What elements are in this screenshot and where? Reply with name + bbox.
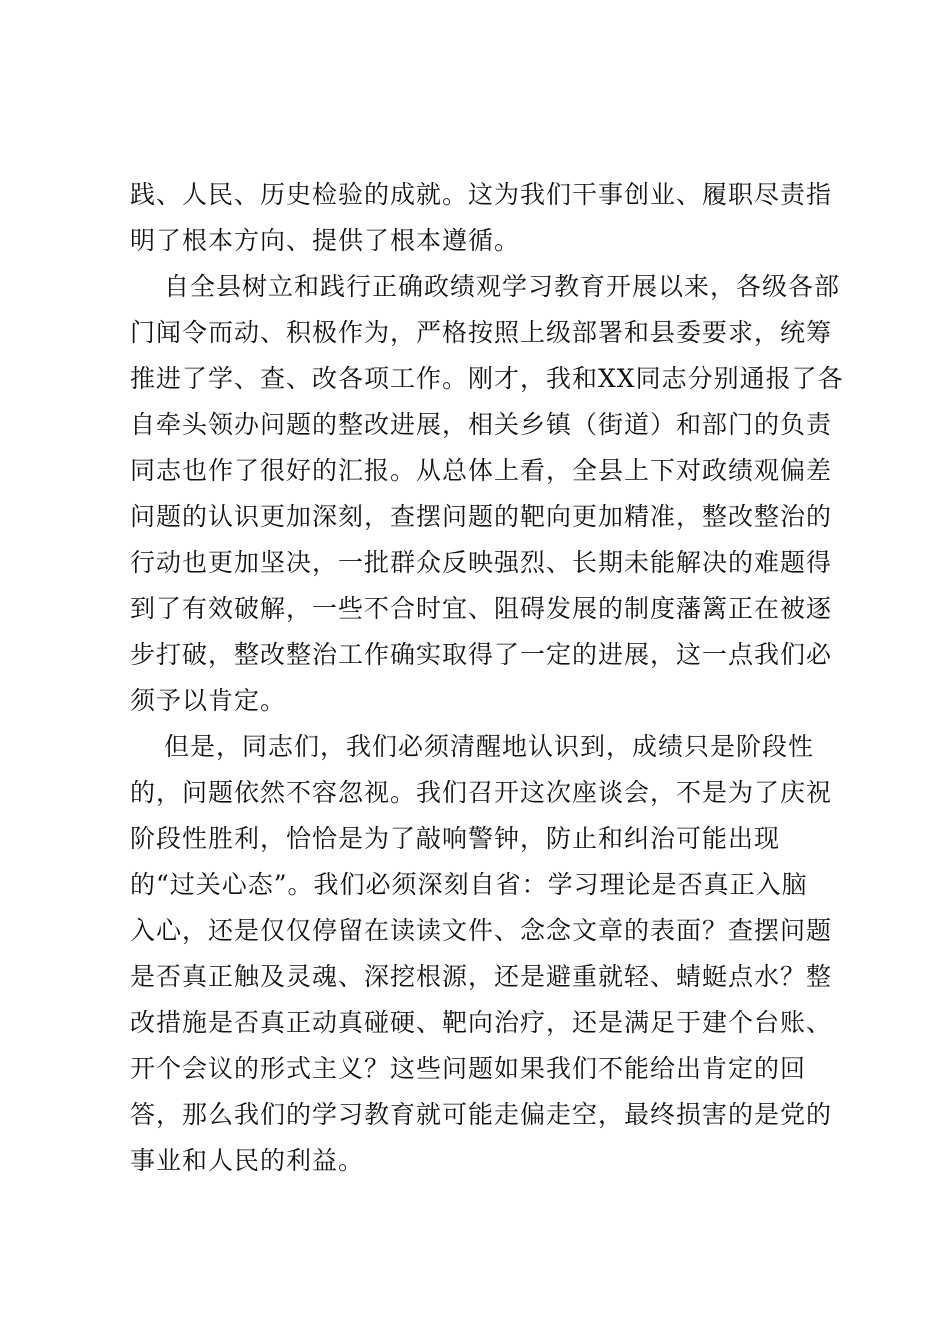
paragraph-line: 的，问题依然不容忽视。我们召开这次座谈会，不是为了庆祝 [130,778,833,807]
paragraph-line: 入心，还是仅仅停留在读读文件、念念文章的表面？查摆问题 [130,916,833,945]
paragraph-line: 是否真正触及灵魂、深挖根源，还是避重就轻、蜻蜓点水？整 [130,962,833,991]
paragraph-line: 推进了学、查、改各项工作。刚才，我和XX同志分别通报了各 [130,364,844,393]
paragraph-line: 自全县树立和践行正确政绩观学习教育开展以来，各级各部 [164,272,841,301]
paragraph-line: 同志也作了很好的汇报。从总体上看，全县上下对政绩观偏差 [130,456,833,485]
paragraph-line: 问题的认识更加深刻，查摆问题的靶向更加精准，整改整治的 [130,502,833,531]
paragraph-3 [130,724,833,1184]
document-body [130,172,844,1184]
paragraph-line: 须予以肯定。 [130,686,287,715]
paragraph-2 [130,264,844,724]
paragraph-line: 事业和人民的利益。 [130,1146,365,1175]
paragraph-line: 步打破，整改整治工作确实取得了一定的进展，这一点我们必 [130,640,833,669]
paragraph-line: 阶段性胜利，恰恰是为了敲响警钟，防止和纠治可能出现 [130,824,781,853]
paragraph-line: 改措施是否真正动真碰硬、靶向治疗，还是满足于建个台账、 [130,1008,833,1037]
paragraph-line: 开个会议的形式主义？这些问题如果我们不能给出肯定的回 [130,1054,807,1083]
paragraph-line: 的“过关心态”。我们必须深刻自省：学习理论是否真正入脑 [130,870,808,899]
paragraph-line: 行动也更加坚决，一批群众反映强烈、长期未能解决的难题得 [130,548,833,577]
paragraph-1 [130,172,833,264]
paragraph-line: 但是，同志们，我们必须清醒地认识到，成绩只是阶段性 [164,732,815,761]
paragraph-line: 明了根本方向、提供了根本遵循。 [130,226,521,255]
paragraph-line: 到了有效破解，一些不合时宜、阻碍发展的制度藩篱正在被逐 [130,594,833,623]
paragraph-line: 自牵头领办问题的整改进展，相关乡镇（街道）和部门的负责 [130,410,833,439]
paragraph-line: 答，那么我们的学习教育就可能走偏走空，最终损害的是党的 [130,1100,833,1129]
paragraph-line: 践、人民、历史检验的成就。这为我们干事创业、履职尽责指 [130,180,833,209]
paragraph-line: 门闻令而动、积极作为，严格按照上级部署和县委要求，统筹 [130,318,833,347]
